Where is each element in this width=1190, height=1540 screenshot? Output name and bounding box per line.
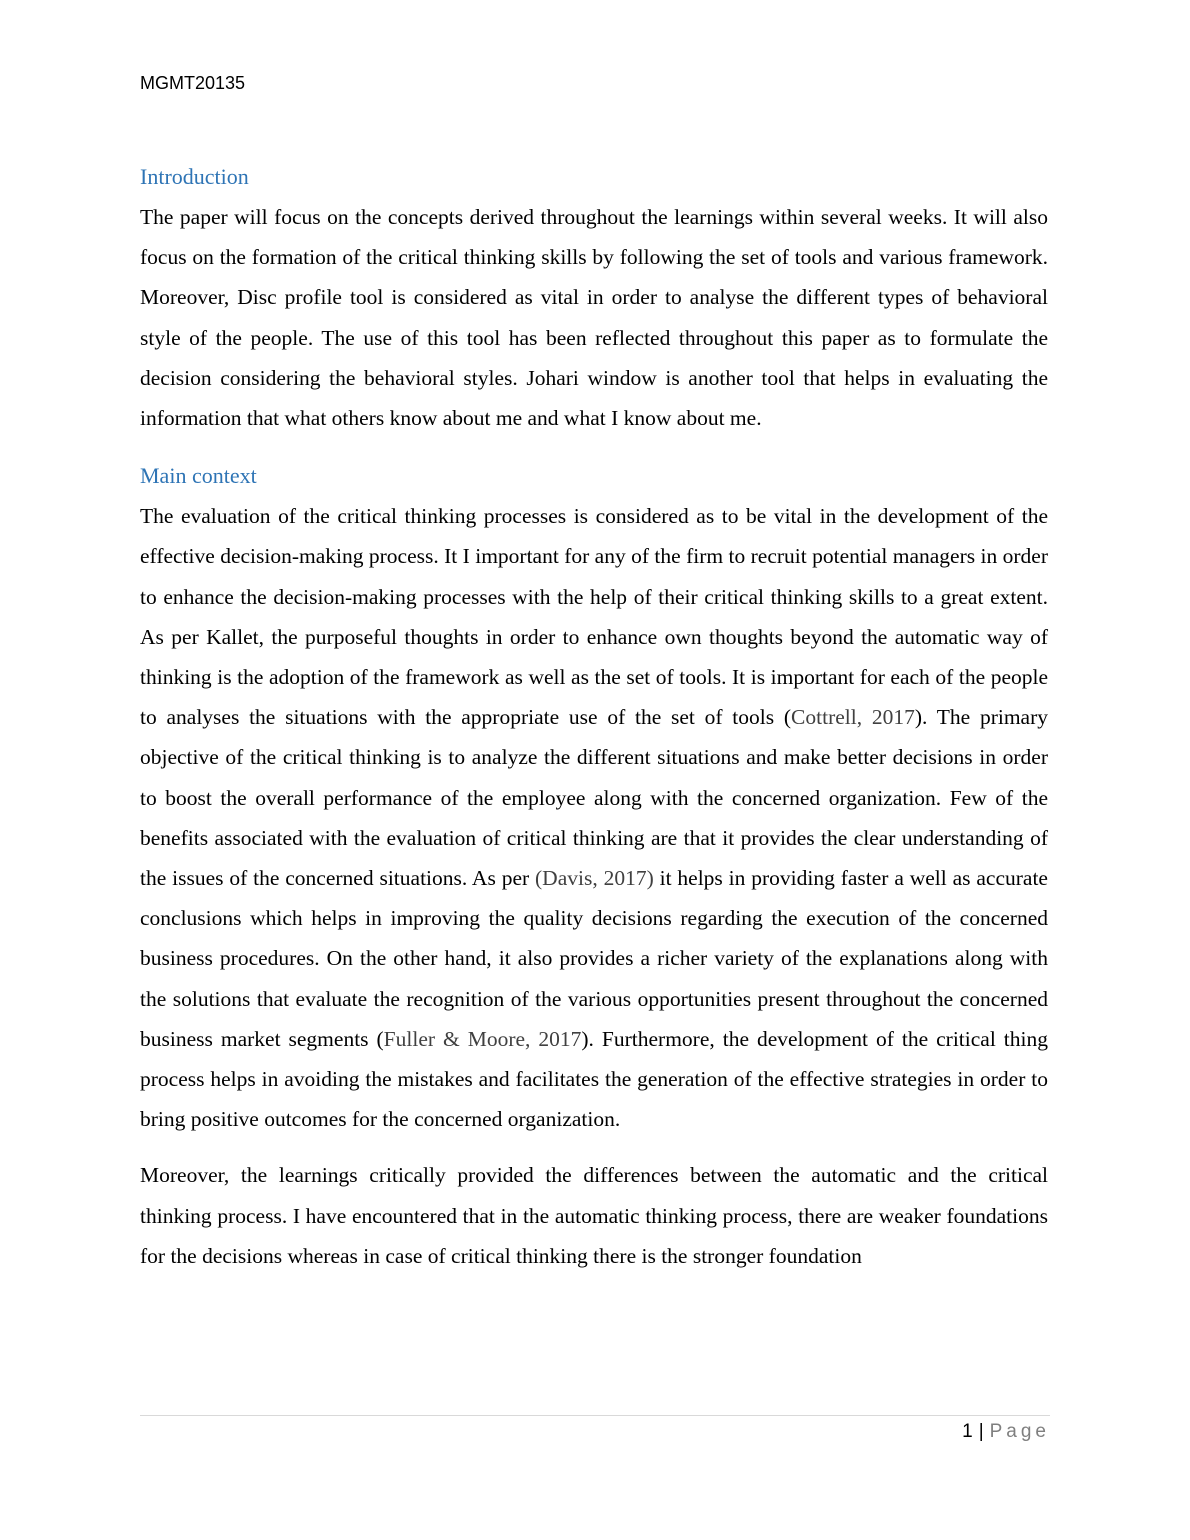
learnings-paragraph: Moreover, the learnings critically provided the differences between the automatic and the critical thinking process. I have encountered that in the automatic thinking process, there are weaker foundations for the decisions whereas in case of critical thinking there is the stronger foundation — [140, 1163, 1048, 1268]
document-body — [140, 161, 1048, 1276]
main-context-text-3: it helps in providing faster a well as accurate conclusions which helps in improving the quality decisions regarding the execution of the concerned business procedures. On the other hand, it also provides a richer variety of the explanations along with the solutions that evaluate the recognition of the various opportunities present throughout the concerned business market segments ( — [140, 866, 1048, 1051]
main-context-text-4: ). Furthermore, the development of the critical thing process helps in avoiding the mistakes and facilitates the generation of the effective strategies in order to bring positive outcomes for the concerned organization. — [140, 1026, 1048, 1132]
footer-divider — [140, 1415, 1050, 1416]
main-context-paragraph — [140, 496, 1048, 1139]
page-label: Page — [989, 1421, 1050, 1442]
main-context-text-1: The evaluation of the critical thinking processes is considered as to be vital in the development of the effective decision-making process. It I important for any of the firm to recruit potential managers in order to enhance the decision-making processes with the help of their critical thinking skills to a great extent. As per Kallet, the purposeful thoughts in order to enhance own thoughts beyond the automatic way of thinking is the adoption of the framework as well as the set of tools. It is important for each of the people to analyses the situations with the appropriate use of the set of tools ( — [140, 504, 1048, 730]
course-code: MGMT20135 — [140, 73, 246, 93]
citation-davis: (Davis, 2017) — [535, 866, 654, 891]
page-header — [140, 71, 245, 95]
main-context-text-2: ). The primary objective of the critical thinking is to analyze the different situations and make better decisions in order to boost the overall performance of the employee along with the concerned organization. Few of the benefits associated with the evaluation of critical thinking are that it provides the clear understanding of the issues of the concerned situations. As per — [140, 705, 1048, 891]
footer-separator: | — [978, 1421, 984, 1442]
page-footer — [962, 1419, 1050, 1445]
main-context-heading: Main context — [140, 463, 257, 489]
introduction-heading: Introduction — [140, 164, 249, 189]
citation-fuller-moore: Fuller & Moore, 2017 — [383, 1026, 582, 1051]
introduction-paragraph: The paper will focus on the concepts derived throughout the learnings within several weeks. It will also focus on the formation of the critical thinking skills by following the set of tools and various framework. Moreover, Disc profile tool is considered as vital in order to analyse the different types of behavioral style of the people. The use of this tool has been reflected throughout this paper as to formulate the decision considering the behavioral styles. Johari window is another tool that helps in evaluating the information that what others know about me and what I know about me. — [140, 205, 1048, 431]
citation-cottrell: Cottrell, 2017 — [791, 705, 915, 730]
page-number: 1 — [962, 1421, 973, 1442]
